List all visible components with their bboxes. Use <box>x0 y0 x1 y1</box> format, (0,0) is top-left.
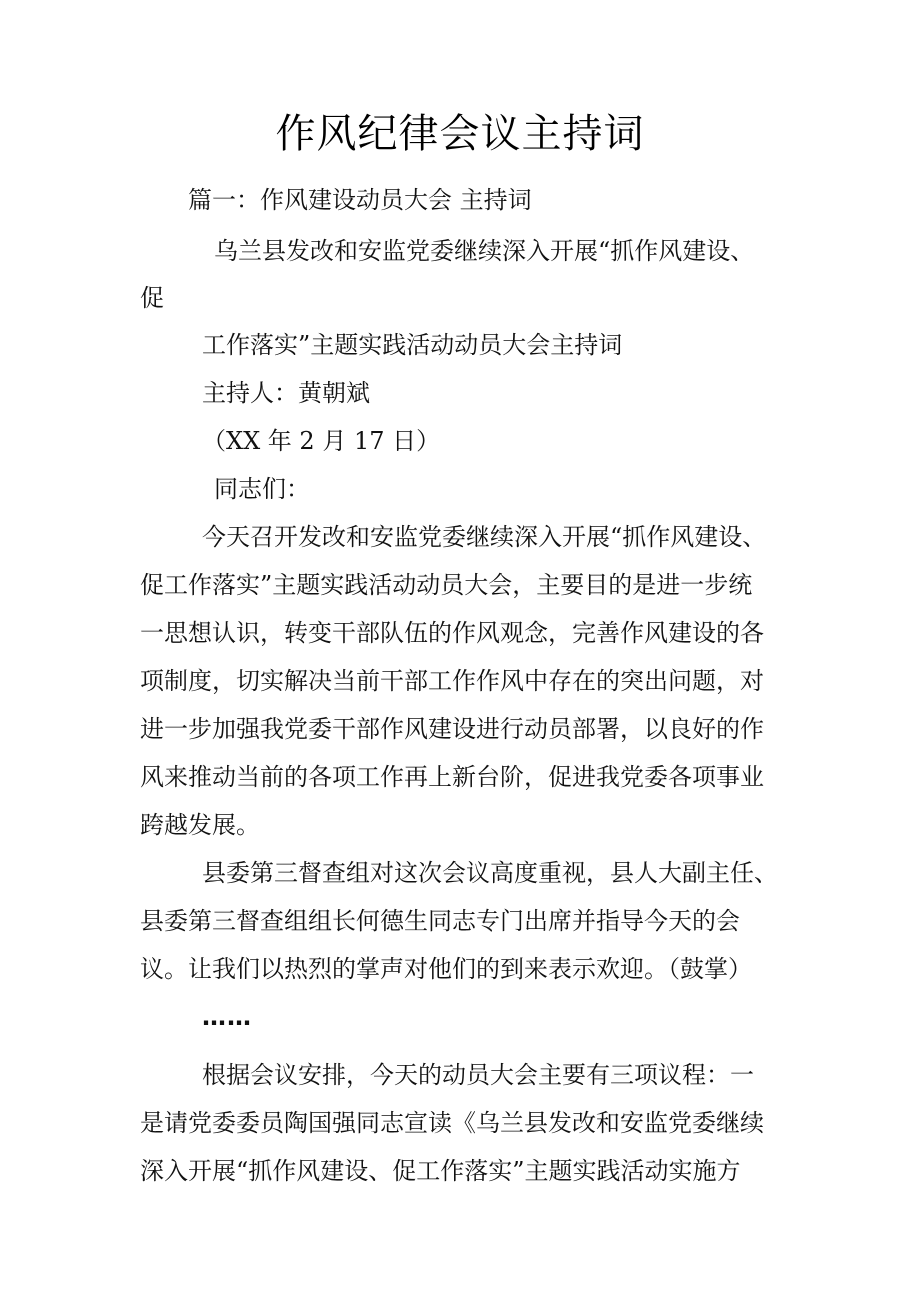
paragraph-1-line-7: 跨越发展。 <box>140 811 260 839</box>
subtitle-line-1-wrap: 促 <box>140 284 164 312</box>
subtitle-line-2: 工作落实”主题实践活动动员大会主持词 <box>202 331 623 359</box>
paragraph-2-line-2: 县委第三督查组组长何德生同志专门出席并指导今天的会 <box>140 907 740 935</box>
document-title: 作风纪律会议主持词 <box>275 111 645 157</box>
paragraph-3-line-1: 根据会议安排，今天的动员大会主要有三项议程：一 <box>202 1061 754 1089</box>
paragraph-2-line-1: 县委第三督查组对这次会议高度重视，县人大副主任、 <box>202 859 778 887</box>
paragraph-3-line-3: 深入开展“抓作风建设、促工作落实”主题实践活动实施方 <box>140 1157 741 1185</box>
date-line: （XX 年 2 月 17 日） <box>202 427 441 455</box>
paragraph-1-line-5: 进一步加强我党委干部作风建设进行动员部署，以良好的作 <box>140 715 764 743</box>
paragraph-1-line-6: 风来推动当前的各项工作再上新台阶，促进我党委各项事业 <box>140 763 764 791</box>
section-heading: 篇一：作风建设动员大会 主持词 <box>188 186 532 214</box>
paragraph-2-line-3: 议。让我们以热烈的掌声对他们的到来表示欢迎。（鼓掌） <box>140 955 752 983</box>
salutation: 同志们： <box>214 475 310 503</box>
paragraph-1-line-4: 项制度，切实解决当前干部工作作风中存在的突出问题，对 <box>140 667 764 695</box>
paragraph-3-line-2: 是请党委委员陶国强同志宣读《乌兰县发改和安监党委继续 <box>140 1109 764 1137</box>
paragraph-1-line-1: 今天召开发改和安监党委继续深入开展“抓作风建设、 <box>202 523 767 551</box>
host-line: 主持人：黄朝斌 <box>202 379 370 407</box>
paragraph-1-line-2: 促工作落实”主题实践活动动员大会，主要目的是进一步统 <box>140 571 753 599</box>
subtitle-line-1: 乌兰县发改和安监党委继续深入开展“抓作风建设、 <box>214 237 755 265</box>
paragraph-1-line-3: 一思想认识，转变干部队伍的作风观念，完善作风建设的各 <box>140 619 764 647</box>
ellipsis-line: …… <box>202 1003 252 1031</box>
